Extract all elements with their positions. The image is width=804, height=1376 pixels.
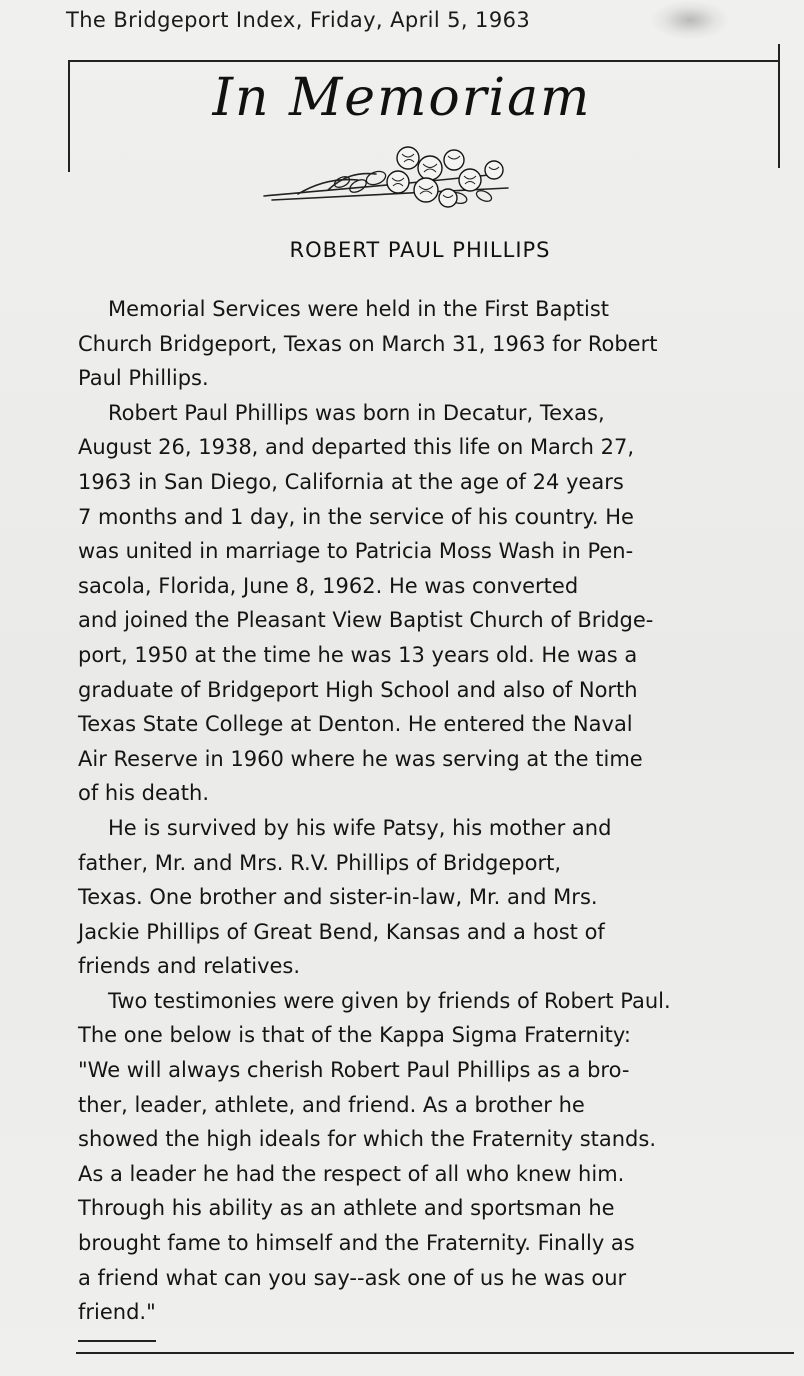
masthead-dateline: The Bridgeport Index, Friday, April 5, 1963: [66, 8, 531, 32]
bottom-rule: [76, 1352, 794, 1354]
obituary-body: [78, 292, 796, 1330]
text-line: father, Mr. and Mrs. R.V. Phillips of Bridgeport,: [78, 850, 561, 875]
text-line: was united in marriage to Patricia Moss Wash in Pen-: [78, 539, 634, 564]
text-line: ther, leader, athlete, and friend. As a brother he: [78, 1092, 585, 1117]
title-frame-top: [68, 60, 780, 62]
text-line: Jackie Phillips of Great Bend, Kansas and a host of: [78, 919, 605, 944]
text-line: Memorial Services were held in the First Baptist: [108, 297, 610, 321]
text-line: August 26, 1938, and departed this life on March 27,: [78, 435, 635, 460]
text-line: Texas. One brother and sister-in-law, Mr. and Mrs.: [78, 885, 598, 910]
word-underline: [78, 1340, 156, 1342]
text-line: Texas State College at Denton. He entered the Naval: [78, 712, 633, 737]
text-line: Air Reserve in 1960 where he was serving at the time: [78, 746, 643, 771]
ink-smudge: [650, 0, 730, 40]
text-line: and joined the Pleasant View Baptist Church of Bridge-: [78, 608, 654, 633]
text-line: 7 months and 1 day, in the service of his country. He: [78, 504, 634, 529]
text-line: Robert Paul Phillips was born in Decatur, Texas,: [108, 400, 605, 425]
text-line: As a leader he had the respect of all who knew him.: [78, 1161, 625, 1186]
memoriam-title: In Memoriam: [212, 68, 592, 128]
text-line: port, 1950 at the time he was 13 years old. He was a: [78, 642, 638, 667]
text-line: Through his ability as an athlete and sportsman he: [78, 1196, 615, 1221]
text-line: brought fame to himself and the Fraternity. Finally as: [78, 1231, 635, 1256]
text-line: showed the high ideals for which the Fraternity stands.: [78, 1127, 656, 1152]
text-line: 1963 in San Diego, California at the age of 24 years: [78, 469, 624, 494]
text-line: Paul Phillips.: [78, 366, 209, 391]
text-line: Church Bridgeport, Texas on March 31, 1963 for Robert: [78, 331, 658, 356]
text-line: sacola, Florida, June 8, 1962. He was converted: [78, 573, 579, 598]
text-line: "We will always cherish Robert Paul Phillips as a bro-: [78, 1058, 630, 1083]
text-line: of his death.: [78, 781, 210, 806]
flower-spray-icon: [258, 138, 558, 218]
text-line: Two testimonies were given by friends of Robert Paul.: [108, 988, 671, 1013]
text-line: He is survived by his wife Patsy, his mother and: [108, 815, 612, 840]
text-line: friend.": [78, 1300, 156, 1325]
text-line: graduate of Bridgeport High School and also of North: [78, 677, 638, 702]
text-line: a friend what can you say--ask one of us he was our: [78, 1265, 627, 1290]
text-line: The one below is that of the Kappa Sigma Fraternity:: [78, 1023, 631, 1048]
deceased-name: ROBERT PAUL PHILLIPS: [289, 238, 551, 262]
text-line: friends and relatives.: [78, 954, 301, 979]
